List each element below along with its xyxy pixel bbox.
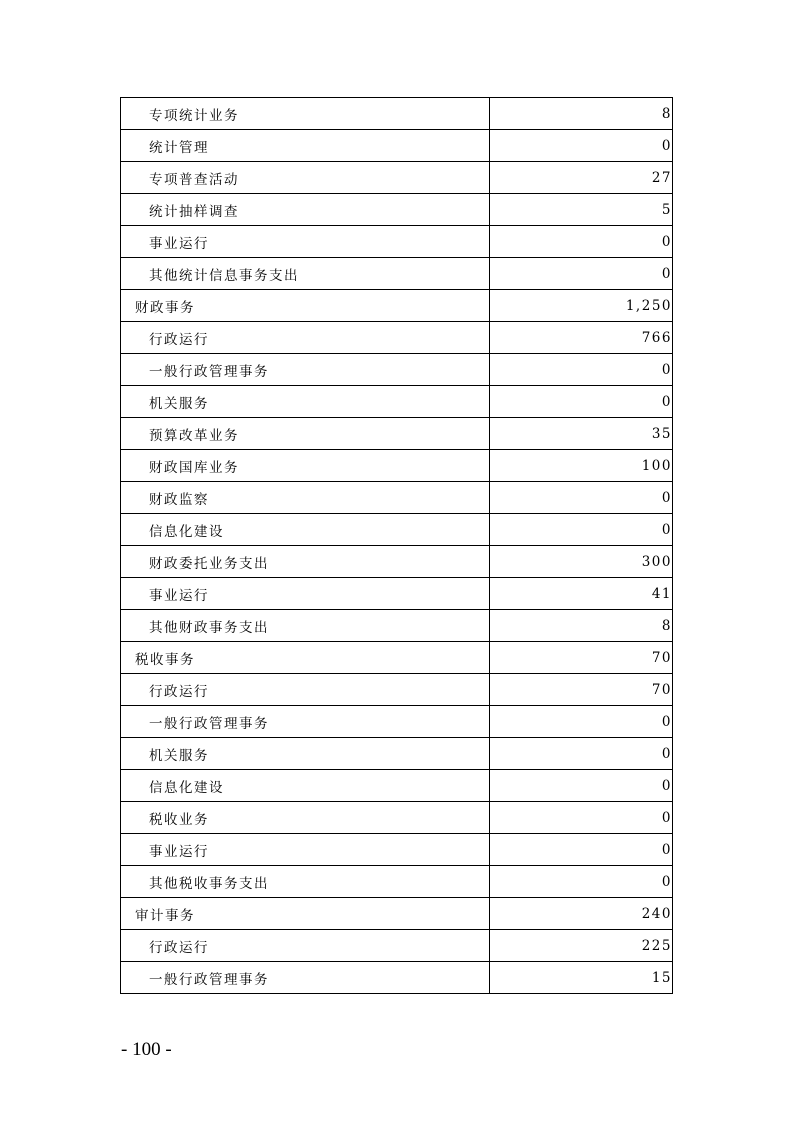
item-name-cell: 财政国库业务 [121, 450, 490, 482]
page-number: - 100 - [121, 1039, 172, 1060]
table-row [121, 354, 673, 386]
amount-cell: 70 [490, 642, 673, 674]
table-row [121, 642, 673, 674]
amount-cell: 0 [490, 258, 673, 290]
item-name-cell: 机关服务 [121, 738, 490, 770]
table-row [121, 386, 673, 418]
item-name-cell: 其他财政事务支出 [121, 610, 490, 642]
category-name-cell: 审计事务 [121, 898, 490, 930]
table-row [121, 770, 673, 802]
item-name-cell: 一般行政管理事务 [121, 354, 490, 386]
table-row [121, 258, 673, 290]
table-row [121, 578, 673, 610]
table-row [121, 802, 673, 834]
table-row [121, 226, 673, 258]
amount-cell: 300 [490, 546, 673, 578]
table-row [121, 98, 673, 130]
amount-cell: 0 [490, 482, 673, 514]
item-name-cell: 预算改革业务 [121, 418, 490, 450]
amount-cell: 1,250 [490, 290, 673, 322]
amount-cell: 100 [490, 450, 673, 482]
table-row [121, 898, 673, 930]
category-name-cell: 税收事务 [121, 642, 490, 674]
amount-cell: 0 [490, 738, 673, 770]
table-body [121, 98, 673, 994]
amount-cell: 240 [490, 898, 673, 930]
item-name-cell: 信息化建设 [121, 770, 490, 802]
amount-cell: 0 [490, 514, 673, 546]
table-row [121, 834, 673, 866]
table-row [121, 866, 673, 898]
table-row [121, 418, 673, 450]
item-name-cell: 专项普查活动 [121, 162, 490, 194]
table-row [121, 162, 673, 194]
amount-cell: 70 [490, 674, 673, 706]
item-name-cell: 其他税收事务支出 [121, 866, 490, 898]
item-name-cell: 其他统计信息事务支出 [121, 258, 490, 290]
item-name-cell: 事业运行 [121, 578, 490, 610]
item-name-cell: 财政监察 [121, 482, 490, 514]
expenditure-table [120, 97, 673, 994]
table-row [121, 130, 673, 162]
amount-cell: 8 [490, 610, 673, 642]
amount-cell: 0 [490, 130, 673, 162]
item-name-cell: 事业运行 [121, 834, 490, 866]
item-name-cell: 一般行政管理事务 [121, 962, 490, 994]
item-name-cell: 事业运行 [121, 226, 490, 258]
table-row [121, 738, 673, 770]
table-row [121, 962, 673, 994]
item-name-cell: 统计管理 [121, 130, 490, 162]
amount-cell: 27 [490, 162, 673, 194]
amount-cell: 15 [490, 962, 673, 994]
amount-cell: 0 [490, 706, 673, 738]
item-name-cell: 财政委托业务支出 [121, 546, 490, 578]
table-row [121, 290, 673, 322]
item-name-cell: 统计抽样调查 [121, 194, 490, 226]
amount-cell: 41 [490, 578, 673, 610]
table-row [121, 706, 673, 738]
amount-cell: 225 [490, 930, 673, 962]
table-row [121, 610, 673, 642]
amount-cell: 0 [490, 770, 673, 802]
item-name-cell: 行政运行 [121, 674, 490, 706]
table-row [121, 194, 673, 226]
amount-cell: 35 [490, 418, 673, 450]
item-name-cell: 机关服务 [121, 386, 490, 418]
item-name-cell: 行政运行 [121, 322, 490, 354]
amount-cell: 0 [490, 354, 673, 386]
amount-cell: 0 [490, 226, 673, 258]
table-row [121, 546, 673, 578]
item-name-cell: 行政运行 [121, 930, 490, 962]
table-row [121, 482, 673, 514]
item-name-cell: 税收业务 [121, 802, 490, 834]
table-row [121, 322, 673, 354]
table-row [121, 514, 673, 546]
amount-cell: 0 [490, 802, 673, 834]
table-row [121, 450, 673, 482]
amount-cell: 0 [490, 834, 673, 866]
category-name-cell: 财政事务 [121, 290, 490, 322]
table-row [121, 930, 673, 962]
amount-cell: 5 [490, 194, 673, 226]
amount-cell: 0 [490, 866, 673, 898]
table-row [121, 674, 673, 706]
item-name-cell: 专项统计业务 [121, 98, 490, 130]
item-name-cell: 信息化建设 [121, 514, 490, 546]
amount-cell: 8 [490, 98, 673, 130]
item-name-cell: 一般行政管理事务 [121, 706, 490, 738]
amount-cell: 0 [490, 386, 673, 418]
amount-cell: 766 [490, 322, 673, 354]
